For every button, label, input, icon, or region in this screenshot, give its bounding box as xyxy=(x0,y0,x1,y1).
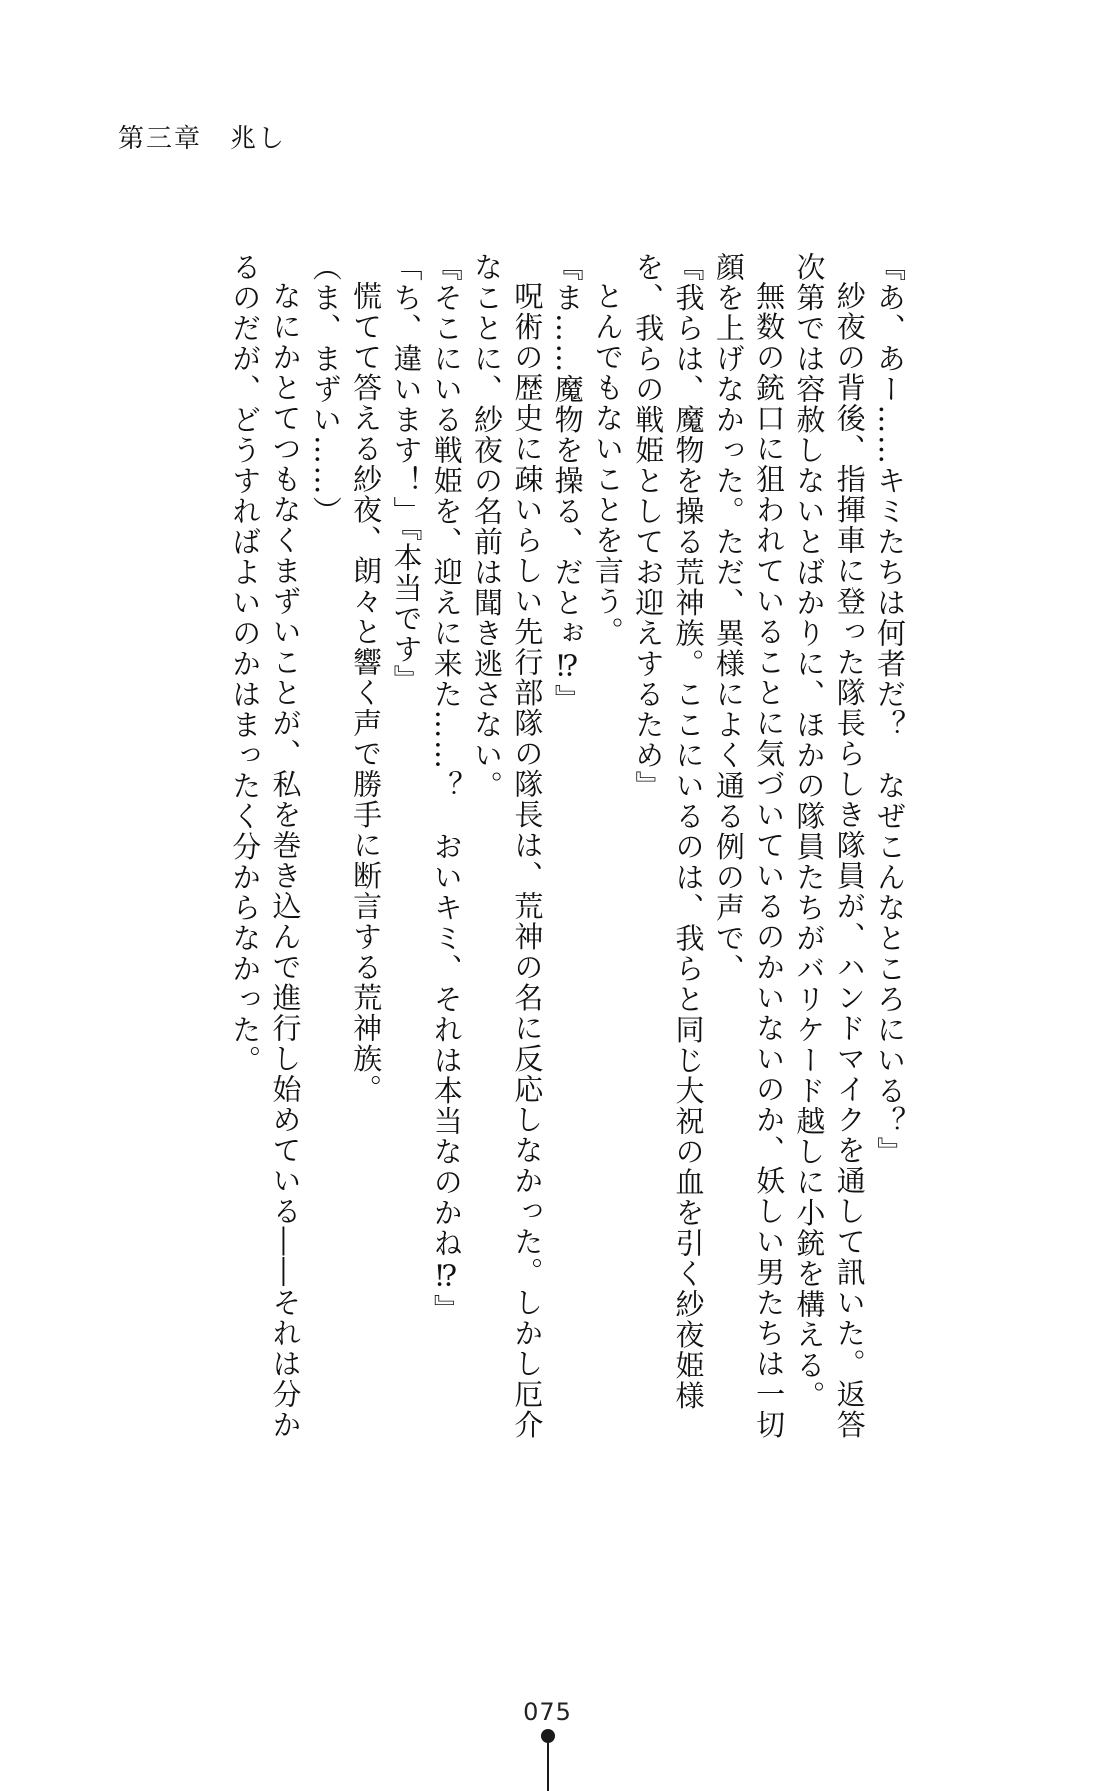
paragraph: 紗夜の背後、指揮車に登った隊長らしき隊員が、ハンドマイクを通して訊いた。返答次第では容赦しないとばかりに、ほかの隊員たちがバリケード越しに小銃を構える。 xyxy=(792,252,867,1440)
paragraph: 『そこにいる戦姫を、迎えに来た……？ おいキミ、それは本当なのかね⁉』 xyxy=(429,252,464,1325)
chapter-title: 第三章 兆し xyxy=(118,124,287,154)
vertical-body-text xyxy=(160,252,910,1442)
paragraph: 『我らは、魔物を操る荒神族。ここにいるのは、我らと同じ大祝の血を引く紗夜姫様を、我らの戦姫としてお迎えするため』 xyxy=(631,252,706,1411)
paragraph: なにかとてつもなくまずいことが、私を巻き込んで進行し始めている――それは分かるのだが、どうすればよいのかはまったく分からなかった。 xyxy=(228,252,303,1440)
paragraph: 慌てて答える紗夜、朗々と響く声で勝手に断言する荒神族。 xyxy=(349,281,384,1105)
page-marker-line xyxy=(547,1743,549,1791)
paragraph: 『あ、あー……キミたちは何者だ？ なぜこんなところにいる？』 xyxy=(873,252,907,1167)
page-number: 075 xyxy=(523,1698,572,1726)
paragraph: とんでもないことを言う。 xyxy=(590,281,625,647)
page-marker-dot xyxy=(541,1729,555,1743)
paragraph: 『ま……魔物を操る、だとぉ⁉』 xyxy=(550,252,585,715)
paragraph: 「ち、違います！」『本当です』 xyxy=(389,252,424,695)
paragraph: 呪術の歴史に疎いらしい先行部隊の隊長は、荒神の名に反応しなかった。しかし厄介なことに、紗夜の名前は聞き逃さない。 xyxy=(470,252,545,1440)
paragraph: 無数の銃口に狙われていることに気づいているのかいないのか、妖しい男たちは一切顔を上げなかった。ただ、異様によく通る例の声で、 xyxy=(711,252,787,1440)
paragraph: （ま、まずい……） xyxy=(308,252,343,527)
